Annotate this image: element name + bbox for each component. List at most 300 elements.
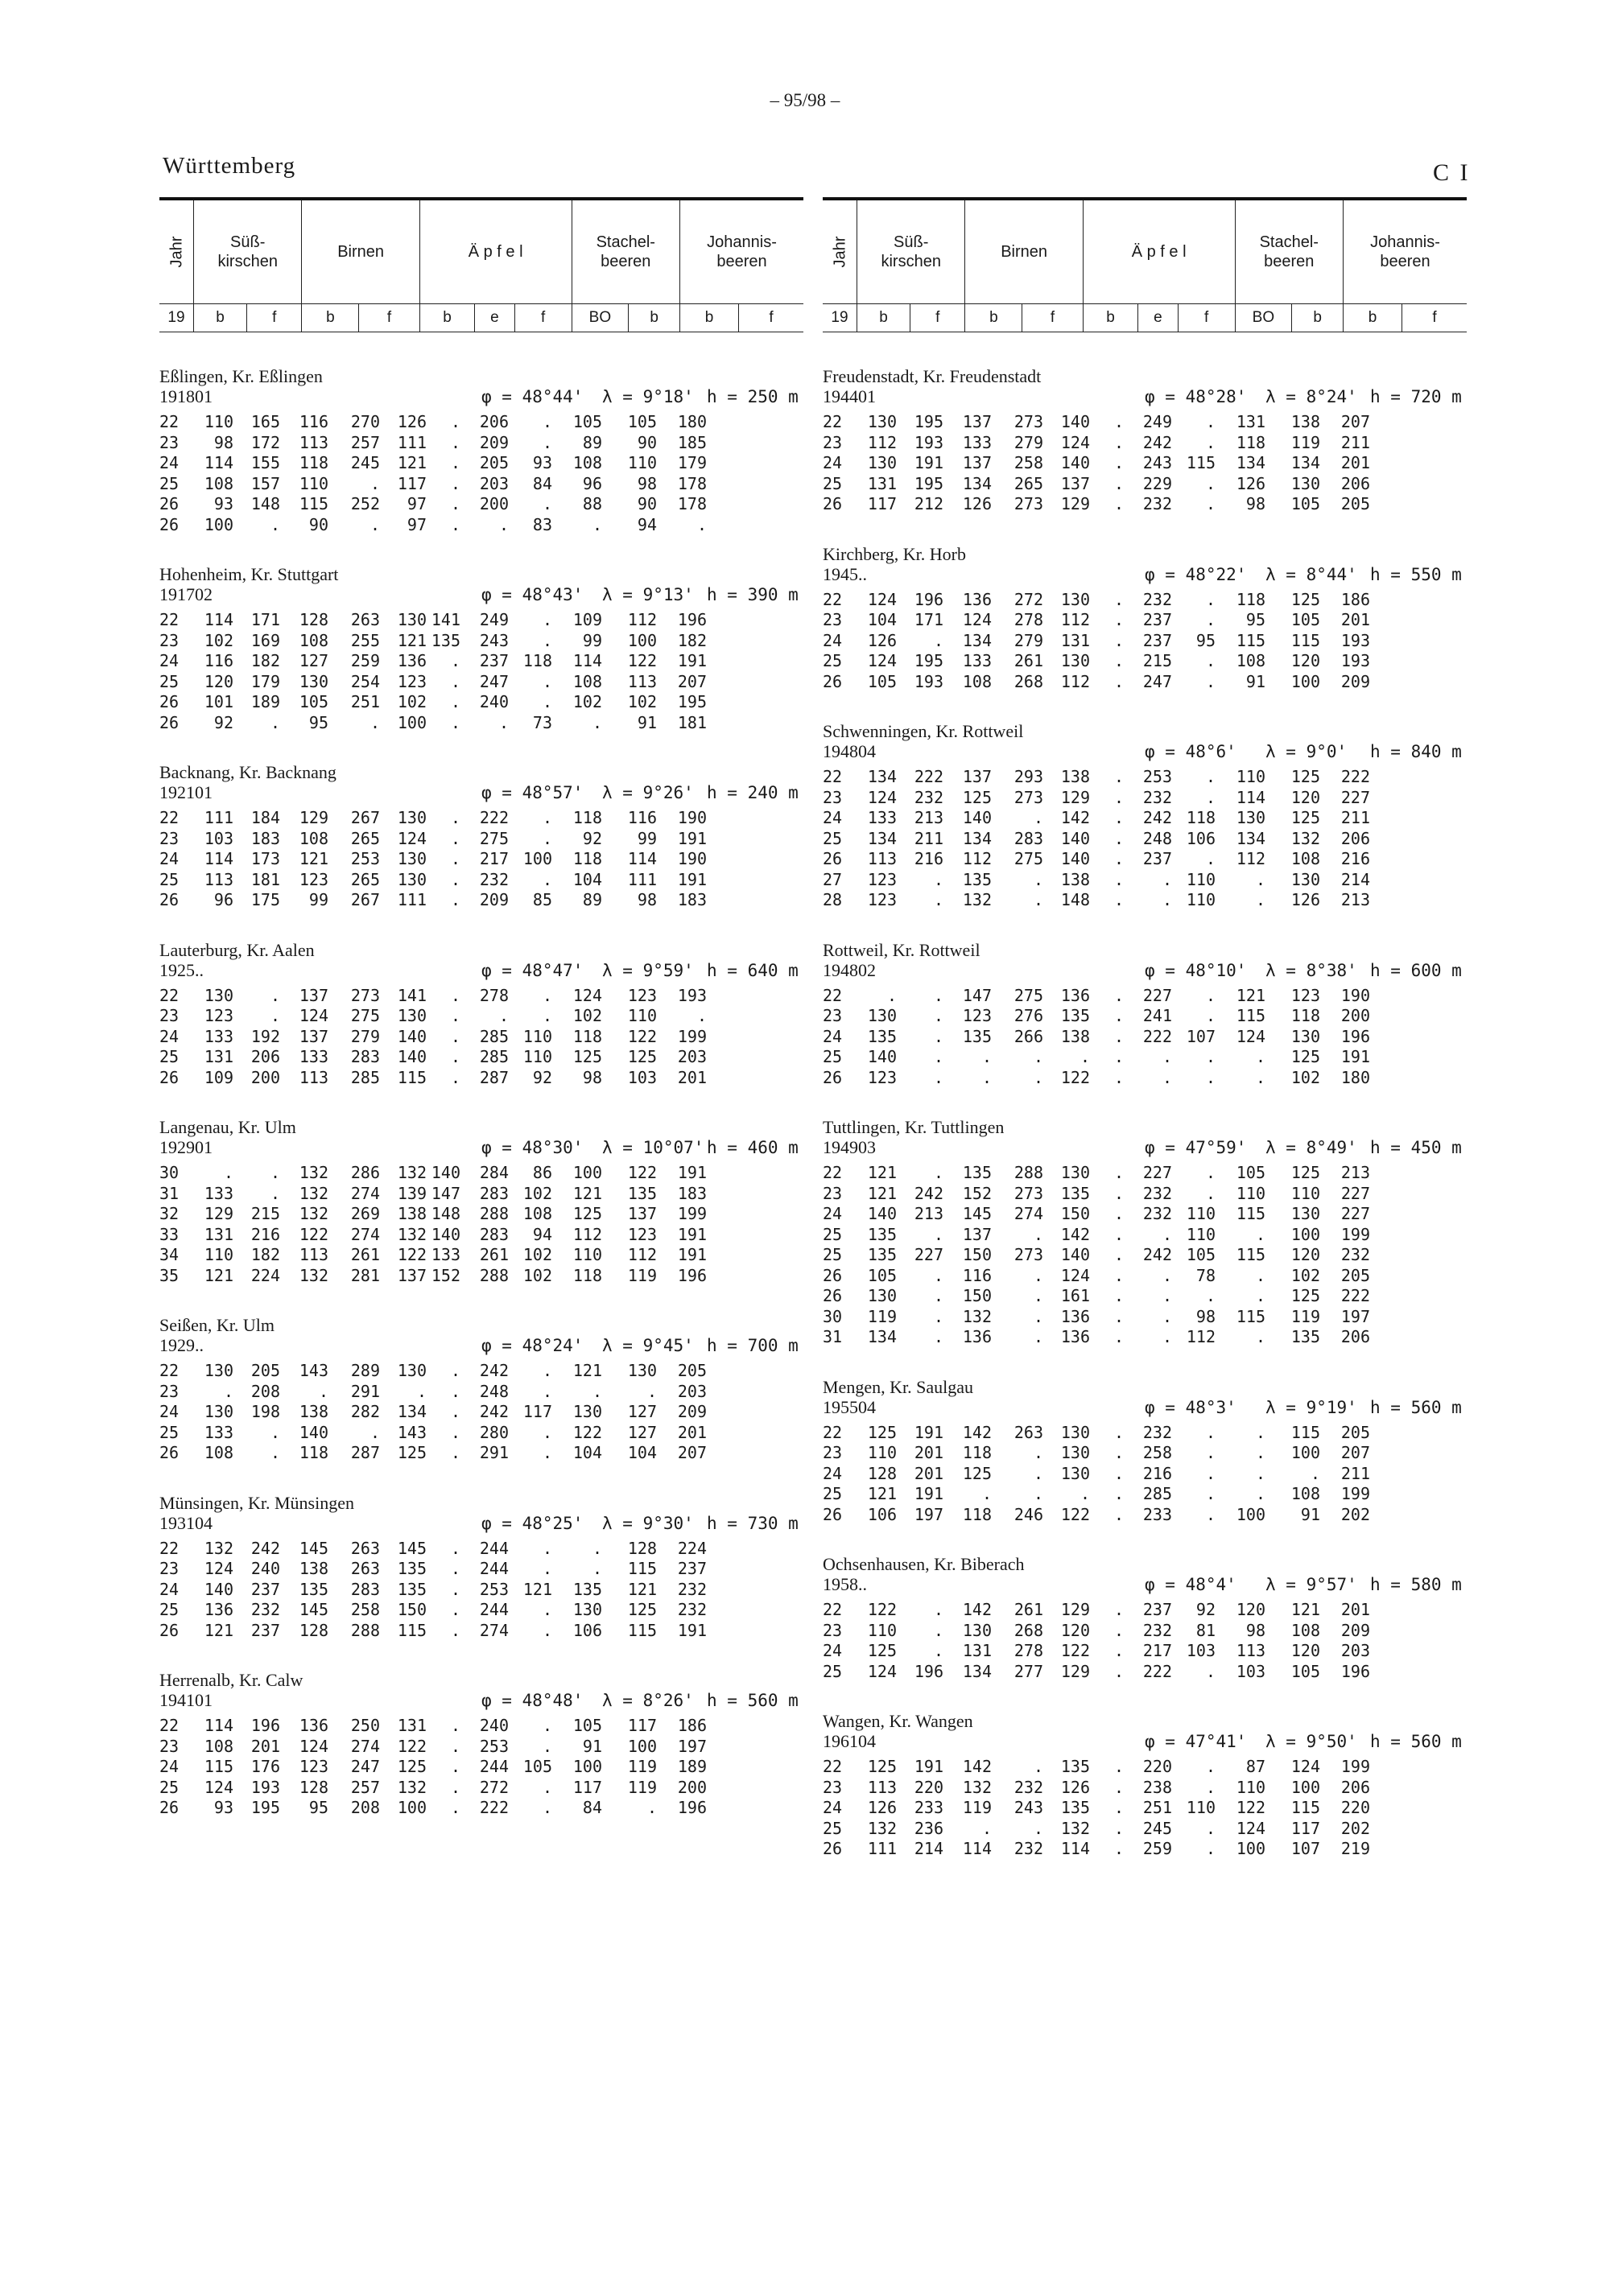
cell: 193 <box>1340 651 1370 670</box>
cell: 113 <box>867 849 897 868</box>
cell: 113 <box>299 432 328 452</box>
cell: . <box>1205 985 1216 1005</box>
longitude: λ = 8°24' <box>1265 387 1357 406</box>
cell: 110 <box>1236 767 1265 786</box>
cell: 108 <box>1290 849 1320 868</box>
cell: . <box>1205 1183 1216 1203</box>
cell: 172 <box>250 432 280 452</box>
cell: 130 <box>867 453 897 472</box>
cell: . <box>1255 1443 1265 1462</box>
data-rows <box>823 412 1467 515</box>
table-row <box>823 1006 1467 1027</box>
cell: 275 <box>479 828 509 848</box>
cell: 23 <box>823 610 843 629</box>
cell: 125 <box>1290 767 1320 786</box>
cell: . <box>981 1067 992 1087</box>
cell: 125 <box>1290 1047 1320 1066</box>
cell: . <box>270 1163 280 1182</box>
latitude: φ = 47°59' <box>1145 1138 1247 1157</box>
cell: 136 <box>962 589 992 609</box>
sub-header-2: f <box>910 304 965 332</box>
cell: 180 <box>677 412 707 431</box>
cell: 240 <box>479 692 509 711</box>
cell: 113 <box>867 1777 897 1797</box>
cell: 106 <box>1186 828 1216 848</box>
cell: 138 <box>1060 869 1090 889</box>
table-row <box>823 890 1467 911</box>
cell: 199 <box>1340 1757 1370 1776</box>
cell: . <box>1255 1327 1265 1346</box>
cell: 244 <box>479 1559 509 1578</box>
cell: . <box>1113 828 1124 848</box>
cell: . <box>1205 1422 1216 1442</box>
cell: 108 <box>1290 1484 1320 1503</box>
cell: 121 <box>397 630 427 650</box>
cell: 237 <box>1142 630 1172 650</box>
cell: 130 <box>397 869 427 889</box>
cell: 242 <box>914 1183 943 1203</box>
cell: 25 <box>159 1047 180 1066</box>
cell: . <box>886 985 897 1005</box>
cell: . <box>933 1306 943 1326</box>
sub-header-6: e <box>475 304 515 332</box>
cell: 22 <box>823 1600 843 1619</box>
cell: 152 <box>431 1265 460 1285</box>
cell: 22 <box>159 610 180 629</box>
cell: 26 <box>823 1286 843 1305</box>
station-id: 1925.. <box>159 959 204 980</box>
cell: 211 <box>1340 432 1370 452</box>
sub-header-11: f <box>1402 304 1467 332</box>
cell: 131 <box>397 1716 427 1735</box>
sub-header-8: BO <box>1235 304 1292 332</box>
cell: 227 <box>1142 985 1172 1005</box>
cell: 181 <box>250 869 280 889</box>
cell: 110 <box>1186 1204 1216 1223</box>
cell: 100 <box>1290 1777 1320 1797</box>
cell: 130 <box>1290 1204 1320 1223</box>
sub-header-10: b <box>1344 304 1402 332</box>
cell: . <box>542 828 552 848</box>
table-row <box>159 515 803 536</box>
cell: . <box>1113 1026 1124 1046</box>
cell: . <box>1113 1777 1124 1797</box>
cell: 132 <box>397 1163 427 1182</box>
cell: 140 <box>204 1579 233 1599</box>
cell: 140 <box>299 1422 328 1442</box>
cell: . <box>450 1538 460 1558</box>
cell: 111 <box>204 808 233 827</box>
cell: 190 <box>1340 985 1370 1005</box>
cell: 97 <box>407 494 427 513</box>
cell: 232 <box>1142 1204 1172 1223</box>
station-id: 1945.. <box>823 563 867 584</box>
cell: . <box>1113 630 1124 650</box>
cell: . <box>369 514 380 534</box>
cell: 232 <box>1340 1245 1370 1264</box>
cell: 25 <box>823 1047 843 1066</box>
cell: 261 <box>1013 651 1043 670</box>
cell: 23 <box>159 630 180 650</box>
cell: 35 <box>159 1265 180 1285</box>
cell: 211 <box>1340 808 1370 827</box>
cell: 227 <box>914 1245 943 1264</box>
cell: . <box>542 630 552 650</box>
cell: 129 <box>299 808 328 827</box>
cell: 181 <box>677 712 707 732</box>
cell: 110 <box>867 1620 897 1640</box>
cell: 124 <box>204 1777 233 1797</box>
altitude: h = 390 m <box>707 585 799 604</box>
cell: 140 <box>1060 412 1090 431</box>
cell: . <box>1113 1661 1124 1681</box>
cell: 173 <box>250 849 280 868</box>
cell: 140 <box>1060 1245 1090 1264</box>
cell: 125 <box>627 1600 657 1619</box>
cell: . <box>542 692 552 711</box>
cell: . <box>450 1422 460 1442</box>
cell: 253 <box>350 849 380 868</box>
cell: 178 <box>677 473 707 493</box>
station-id: 194804 <box>823 741 876 761</box>
cell: 124 <box>204 1559 233 1578</box>
cell: 268 <box>1013 671 1043 691</box>
cell: 125 <box>572 1047 602 1066</box>
station-id: 196104 <box>823 1731 876 1751</box>
cell: 201 <box>1340 453 1370 472</box>
cell: 24 <box>159 849 180 868</box>
cell: 25 <box>159 473 180 493</box>
cell: . <box>1113 1818 1124 1838</box>
cell: 123 <box>1290 985 1320 1005</box>
cell: 120 <box>1060 1620 1090 1640</box>
cell: 237 <box>1142 1600 1172 1619</box>
cell: 206 <box>1340 1327 1370 1346</box>
cell: 161 <box>1060 1286 1090 1305</box>
cell: . <box>1113 651 1124 670</box>
sub-header-7: f <box>1178 304 1235 332</box>
cell: 232 <box>1142 787 1172 807</box>
cell: . <box>1205 589 1216 609</box>
cell: 189 <box>250 692 280 711</box>
cell: 269 <box>350 1204 380 1223</box>
cell: . <box>1113 1047 1124 1066</box>
cell: 287 <box>350 1443 380 1462</box>
cell: 121 <box>867 1484 897 1503</box>
cell: 193 <box>914 432 943 452</box>
cell: 130 <box>572 1600 602 1619</box>
cell: . <box>1162 1265 1172 1285</box>
cell: 132 <box>867 1818 897 1838</box>
cell: . <box>1113 1286 1124 1305</box>
cell: 115 <box>1186 453 1216 472</box>
station-id: 191801 <box>159 386 213 406</box>
station-block <box>823 940 1467 1089</box>
cell: 145 <box>962 1204 992 1223</box>
cell: 24 <box>159 1757 180 1776</box>
cell: . <box>542 808 552 827</box>
cell: . <box>542 1422 552 1442</box>
cell: 150 <box>962 1286 992 1305</box>
cell: 196 <box>677 610 707 629</box>
cell: 108 <box>572 671 602 691</box>
station-coordinates <box>159 1513 803 1534</box>
cell: 108 <box>299 630 328 650</box>
cell: 118 <box>962 1504 992 1524</box>
jahr-header <box>823 199 857 304</box>
cell: . <box>1113 1484 1124 1503</box>
cell: 111 <box>397 890 427 909</box>
cell: 114 <box>1236 787 1265 807</box>
cell: 23 <box>159 432 180 452</box>
cell: . <box>933 1067 943 1087</box>
station-list <box>159 366 803 1819</box>
cell: 123 <box>204 1006 233 1025</box>
cell: 124 <box>397 828 427 848</box>
cell: 100 <box>1236 1504 1265 1524</box>
cell: . <box>450 1402 460 1421</box>
cell: 219 <box>1340 1839 1370 1858</box>
table-row <box>823 1757 1467 1778</box>
cell: 272 <box>479 1777 509 1797</box>
cell: 206 <box>1340 1777 1370 1797</box>
cell: 126 <box>1060 1777 1090 1797</box>
cell: 140 <box>1060 849 1090 868</box>
cell: . <box>450 1026 460 1046</box>
latitude: φ = 48°48' <box>481 1691 584 1710</box>
cell: 124 <box>867 651 897 670</box>
cell: . <box>1033 1265 1043 1285</box>
cell: 26 <box>159 692 180 711</box>
cell: 252 <box>350 494 380 513</box>
cell: 122 <box>299 1224 328 1244</box>
table-row <box>159 1580 803 1601</box>
cell: 102 <box>1290 1265 1320 1285</box>
cell: 283 <box>1013 828 1043 848</box>
cell: 26 <box>159 1620 180 1640</box>
cell: 224 <box>250 1265 280 1285</box>
cell: 193 <box>250 1777 280 1797</box>
cell: 81 <box>1195 1620 1216 1640</box>
cell: 23 <box>159 1559 180 1578</box>
column-header-table <box>159 197 803 332</box>
cell: . <box>1033 1327 1043 1346</box>
cell: 193 <box>677 985 707 1005</box>
cell: 23 <box>823 432 843 452</box>
table-row <box>159 870 803 891</box>
cell: . <box>1033 869 1043 889</box>
cell: . <box>981 1818 992 1838</box>
cell: 128 <box>867 1463 897 1483</box>
cell: . <box>1113 610 1124 629</box>
cell: 208 <box>350 1798 380 1817</box>
table-row <box>823 1778 1467 1799</box>
cell: . <box>1205 1006 1216 1025</box>
latitude: φ = 48°47' <box>481 960 584 980</box>
cell: 110 <box>1290 1183 1320 1203</box>
cell: 137 <box>962 1224 992 1244</box>
data-rows <box>823 1600 1467 1682</box>
sub-header-3: b <box>965 304 1022 332</box>
cell: 110 <box>1236 1183 1265 1203</box>
cell: . <box>1255 1286 1265 1305</box>
cell: 22 <box>823 1757 843 1776</box>
table-row <box>159 1245 803 1266</box>
cell: 140 <box>431 1224 460 1244</box>
cell: 165 <box>250 412 280 431</box>
cell: 139 <box>397 1183 427 1203</box>
cell: 126 <box>397 412 427 431</box>
cell: . <box>1255 1224 1265 1244</box>
group-header-0: Süß- kirschen <box>193 199 302 304</box>
cell: 232 <box>1142 1183 1172 1203</box>
cell: 25 <box>823 1245 843 1264</box>
cell: 283 <box>350 1579 380 1599</box>
table-row <box>823 1184 1467 1205</box>
cell: 125 <box>397 1757 427 1776</box>
cell: 114 <box>1060 1839 1090 1858</box>
cell: 124 <box>867 1661 897 1681</box>
cell: 140 <box>962 808 992 827</box>
cell: 142 <box>1060 808 1090 827</box>
cell: 100 <box>1290 671 1320 691</box>
cell: 283 <box>350 1047 380 1066</box>
station-coordinates <box>159 1137 803 1158</box>
cell: 130 <box>397 808 427 827</box>
cell: . <box>933 1163 943 1182</box>
cell: 134 <box>867 828 897 848</box>
cell: . <box>1113 1245 1124 1264</box>
cell: . <box>1113 787 1124 807</box>
cell: 73 <box>532 712 552 732</box>
group-header-3: Stachel- beeren <box>572 199 679 304</box>
cell: 128 <box>299 1777 328 1797</box>
cell: 135 <box>867 1245 897 1264</box>
sub-header-9: b <box>1292 304 1344 332</box>
cell: 130 <box>299 671 328 691</box>
cell: 113 <box>299 1245 328 1264</box>
cell: 108 <box>204 1736 233 1756</box>
station-coordinates <box>823 564 1467 585</box>
cell: 123 <box>962 1006 992 1025</box>
cell: 90 <box>637 494 657 513</box>
cell: 216 <box>250 1224 280 1244</box>
cell: . <box>450 1620 460 1640</box>
cell: 125 <box>867 1422 897 1442</box>
cell: 247 <box>350 1757 380 1776</box>
cell: . <box>542 1006 552 1025</box>
cell: 135 <box>1060 1757 1090 1776</box>
altitude: h = 700 m <box>707 1336 799 1355</box>
cell: 115 <box>1290 1798 1320 1817</box>
table-row <box>159 1600 803 1621</box>
cell: 121 <box>204 1620 233 1640</box>
cell: 24 <box>159 1579 180 1599</box>
cell: 104 <box>627 1443 657 1462</box>
cell: 127 <box>299 651 328 670</box>
cell: 143 <box>299 1361 328 1380</box>
cell: 180 <box>1340 1067 1370 1087</box>
cell: 155 <box>250 453 280 472</box>
cell: 191 <box>914 1757 943 1776</box>
station-block <box>159 940 803 1089</box>
cell: 108 <box>1236 651 1265 670</box>
table-row <box>823 1266 1467 1287</box>
cell: 199 <box>1340 1484 1370 1503</box>
cell: 118 <box>572 849 602 868</box>
cell: 26 <box>159 1067 180 1087</box>
cell: 114 <box>204 1716 233 1735</box>
cell: 137 <box>299 1026 328 1046</box>
cell: 198 <box>250 1402 280 1421</box>
cell: 120 <box>1290 1641 1320 1660</box>
cell: 242 <box>479 1402 509 1421</box>
longitude: λ = 9°13' <box>602 585 694 604</box>
cell: 143 <box>397 1422 427 1442</box>
cell: . <box>981 1484 992 1503</box>
cell: . <box>1113 1641 1124 1660</box>
cell: 135 <box>397 1579 427 1599</box>
longitude: λ = 9°30' <box>602 1513 694 1533</box>
cell: 134 <box>867 1327 897 1346</box>
cell: 123 <box>867 869 897 889</box>
station-coordinates <box>823 1397 1467 1418</box>
cell: 106 <box>572 1620 602 1640</box>
station-coordinates <box>823 1731 1467 1752</box>
cell: 196 <box>1340 1026 1370 1046</box>
cell: 213 <box>914 1204 943 1223</box>
cell: . <box>542 1620 552 1640</box>
cell: 91 <box>637 712 657 732</box>
station-name: Mengen, Kr. Saulgau <box>823 1376 973 1397</box>
group-header-0: Süß- kirschen <box>857 199 965 304</box>
cell: 196 <box>1340 1661 1370 1681</box>
cell: 26 <box>159 494 180 513</box>
cell: . <box>1080 1047 1090 1066</box>
cell: 237 <box>479 651 509 670</box>
cell: 135 <box>1060 1798 1090 1817</box>
cell: . <box>1205 787 1216 807</box>
cell: 98 <box>1195 1306 1216 1326</box>
cell: 100 <box>397 712 427 732</box>
jahr-label: Jahr <box>167 236 185 268</box>
cell: . <box>1033 1306 1043 1326</box>
cell: . <box>270 1443 280 1462</box>
cell: . <box>1113 767 1124 786</box>
cell: 103 <box>1236 1661 1265 1681</box>
cell: 171 <box>250 610 280 629</box>
cell: 22 <box>159 1716 180 1735</box>
cell: 245 <box>350 453 380 472</box>
cell: 95 <box>1195 630 1216 650</box>
cell: 115 <box>397 1067 427 1087</box>
cell: 140 <box>397 1026 427 1046</box>
cell: 135 <box>1290 1327 1320 1346</box>
cell: 265 <box>350 869 380 889</box>
cell: . <box>1205 1163 1216 1182</box>
station-coordinates <box>159 386 803 407</box>
cell: 140 <box>867 1047 897 1066</box>
cell: . <box>270 1422 280 1442</box>
cell: . <box>1113 1839 1124 1858</box>
cell: 150 <box>1060 1204 1090 1223</box>
cell: 105 <box>572 412 602 431</box>
cell: 268 <box>1013 1620 1043 1640</box>
cell: 227 <box>1340 787 1370 807</box>
cell: 278 <box>479 985 509 1005</box>
cell: 138 <box>1060 1026 1090 1046</box>
cell: 227 <box>1142 1163 1172 1182</box>
